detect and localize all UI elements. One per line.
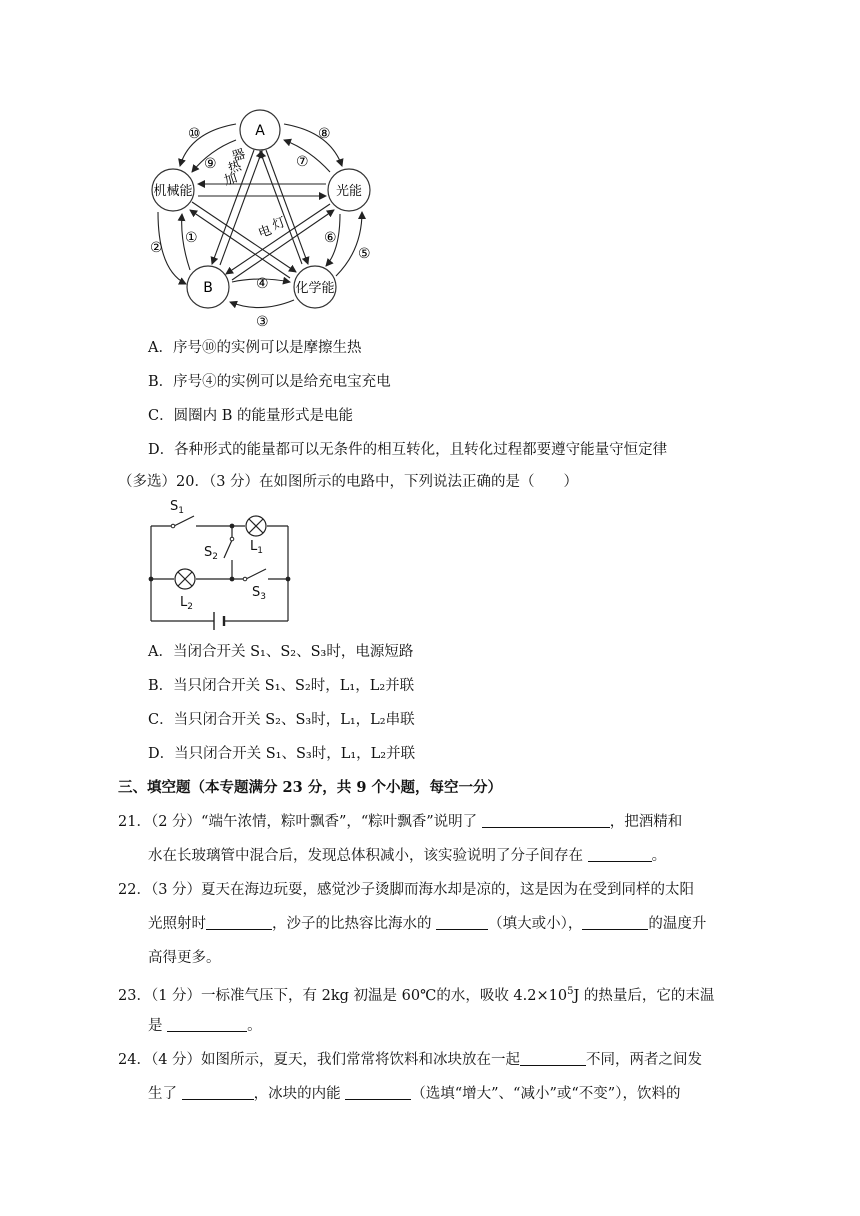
arrow-number-2: ②: [150, 240, 163, 256]
q22-blank-2[interactable]: [436, 915, 488, 930]
label-s2: $S_2$: [204, 545, 218, 562]
q20-option-a: A．当闭合开关 S₁、S₂、S₃时，电源短路: [148, 644, 414, 660]
svg-text:化学能: 化学能: [295, 281, 335, 296]
node-a: [240, 110, 280, 150]
label-s1: $S_1$: [170, 499, 184, 516]
label-s3: $S_3$: [252, 585, 266, 602]
switch-s2-contact: [230, 537, 234, 541]
q20-option-c: C．当只闭合开关 S₂、S₃时，L₁，L₂串联: [148, 712, 415, 728]
q20-option-b: B．当只闭合开关 S₁、S₂时，L₁，L₂并联: [148, 678, 415, 694]
battery: [214, 612, 224, 630]
label-l1: $L_1$: [250, 539, 263, 556]
q24-blank-2[interactable]: [182, 1085, 254, 1100]
svg-text:光能: 光能: [335, 184, 363, 199]
svg-text:器: 器: [230, 146, 248, 166]
arrow-number-1: ①: [185, 230, 198, 246]
q19-option-d: D．各种形式的能量都可以无条件的相互转化，且转化过程都要遵守能量守恒定律: [148, 442, 668, 458]
q24-line2: 生了 ，冰块的内能 （选填“增大”、“减小”或“不变”），饮料的: [148, 1086, 681, 1102]
q20-option-d: D．当只闭合开关 S₁、S₃时，L₁，L₂并联: [148, 746, 416, 762]
svg-text:电: 电: [256, 222, 274, 242]
arrow-number-5: ⑤: [358, 246, 371, 262]
energy-conversion-diagram: [140, 100, 400, 330]
q19-option-c: C．圆圈内 B 的能量形式是电能: [148, 408, 353, 424]
q23-blank-1[interactable]: [167, 1017, 247, 1032]
q22-line3: 高得更多。: [148, 950, 221, 966]
q22-line2: 光照射时 ，沙子的比热容比海水的 （填大或小）， 的温度升: [148, 916, 707, 932]
q23-line1: 23．（1 分）一标准气压下，有 2kg 初温是 60℃的水，吸收 $4.2\times 10^5J$ 的热量后，它的末温: [118, 986, 715, 1004]
svg-text:灯: 灯: [270, 214, 288, 234]
q24-line1: 24．（4 分）如图所示，夏天，我们常常将饮料和冰块放在一起 不同，两者之间发: [118, 1052, 703, 1068]
arrow-number-3: ③: [256, 314, 269, 330]
q21-line2: 水在长玻璃管中混合后，发现总体积减小，该实验说明了分子间存在 。: [148, 848, 667, 864]
node-light: [328, 169, 370, 211]
q21-blank-1[interactable]: [482, 813, 610, 828]
q23-line2: 是 。: [148, 1018, 262, 1034]
arrow-number-4: ④: [256, 276, 269, 292]
node-chemical: [294, 266, 336, 308]
label-l2: $L_2$: [180, 595, 193, 612]
svg-text:B: B: [203, 280, 213, 296]
arrow-number-6: ⑥: [324, 230, 337, 246]
switch-s3-contact: [243, 577, 247, 581]
q22-line1: 22．（3 分）夏天在海边玩耍，感觉沙子烫脚而海水却是凉的，这是因为在受到同样的太阳: [118, 882, 695, 898]
q19-option-a: A．序号⑩的实例可以是摩擦生热: [148, 340, 362, 356]
svg-text:加: 加: [222, 170, 240, 190]
q21-line1: 21．（2 分）“端午浓情，粽叶飘香”，“粽叶飘香”说明了 ，把酒精和: [118, 814, 683, 830]
lamp-l1: [246, 516, 266, 536]
q20-stem: （多选）20．（3 分）在如图所示的电路中，下列说法正确的是（ ）: [118, 474, 579, 490]
q24-blank-1[interactable]: [520, 1051, 586, 1066]
arrow-number-10: ⑩: [188, 126, 201, 142]
svg-text:机械能: 机械能: [153, 184, 193, 199]
lamp-label: [256, 215, 288, 242]
switch-s1-contact: [171, 524, 175, 528]
node-mechanical: [152, 169, 194, 211]
arrow-number-8: ⑧: [318, 126, 331, 142]
q21-blank-2[interactable]: [588, 847, 652, 862]
arrow-number-7: ⑦: [296, 154, 309, 170]
heater-label: [222, 147, 247, 189]
svg-text:A: A: [255, 123, 265, 139]
q19-option-b: B．序号④的实例可以是给充电宝充电: [148, 374, 391, 390]
section3-heading: 三、填空题（本专题满分 23 分，共 9 个小题，每空一分）: [118, 779, 502, 796]
q24-blank-3[interactable]: [345, 1085, 411, 1100]
q22-blank-1[interactable]: [206, 915, 272, 930]
node-b: [187, 266, 229, 308]
arrow-number-9: ⑨: [204, 156, 217, 172]
circuit-diagram: [140, 496, 300, 632]
svg-text:热: 热: [226, 158, 244, 178]
lamp-l2: [175, 569, 195, 589]
q22-blank-3[interactable]: [582, 915, 648, 930]
